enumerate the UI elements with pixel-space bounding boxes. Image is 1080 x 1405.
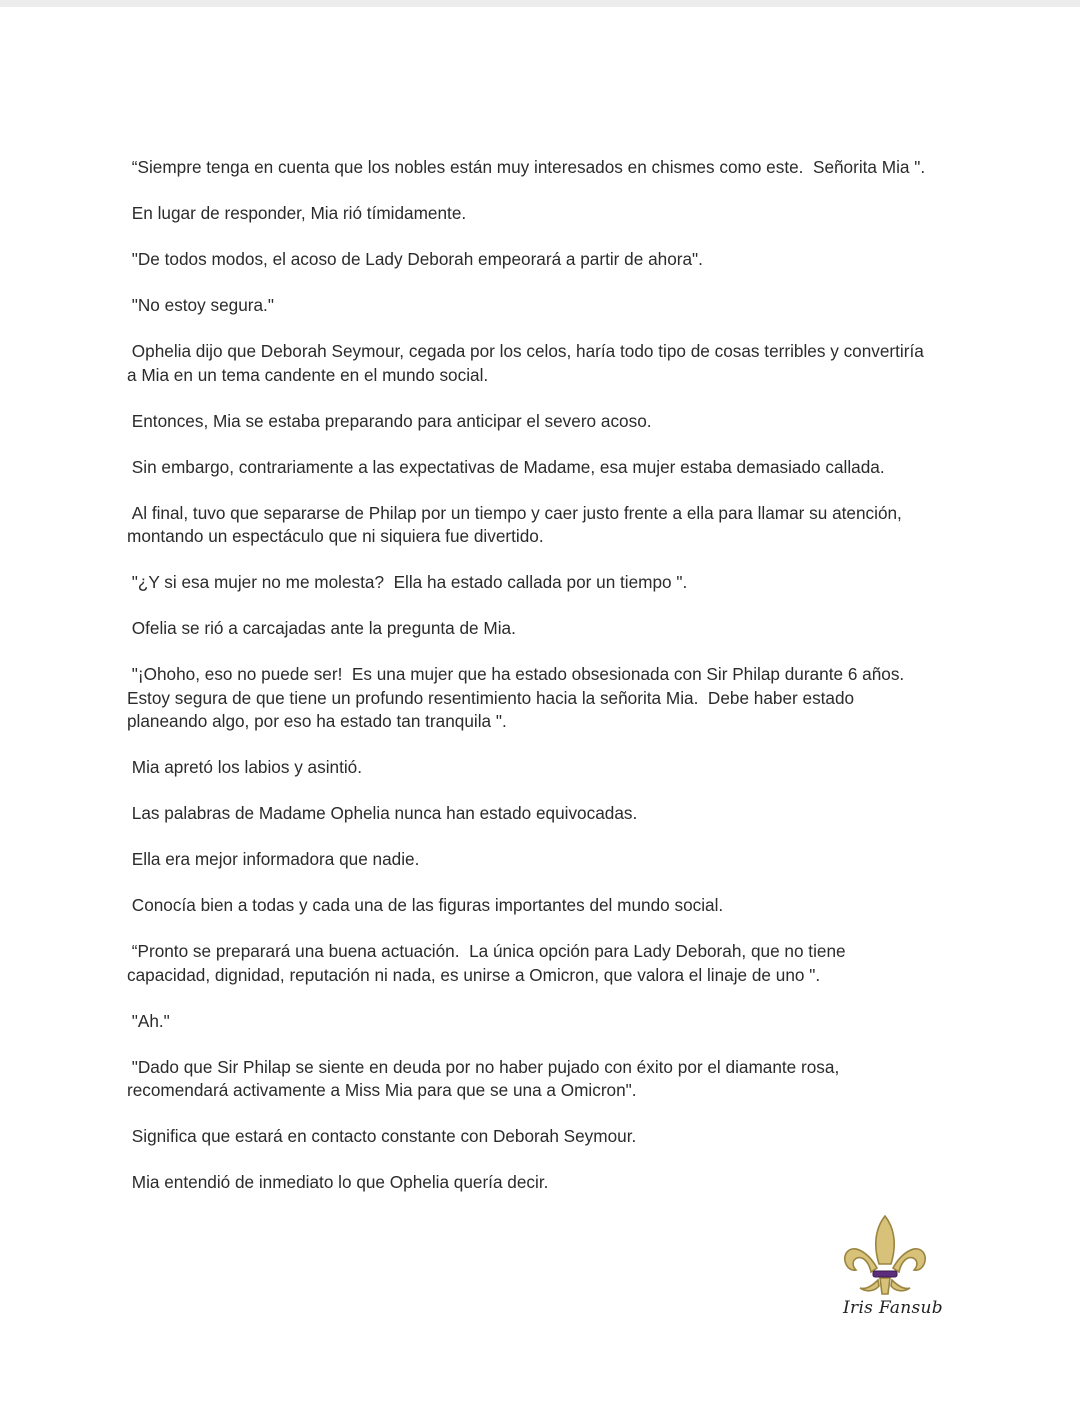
paragraph: “Siempre tenga en cuenta que los nobles están muy interesados en chismes como este. Señorita Mia ". [127,157,926,177]
paragraph: "Ah." [127,1010,170,1031]
paragraph: Significa que estará en contacto constante con Deborah Seymour. [127,1126,637,1146]
paragraph: Las palabras de Madame Ophelia nunca han estado equivocadas. [127,803,638,823]
paragraph: Ella era mejor informadora que nadie. [127,849,420,869]
paragraph: "Dado que Sir Philap se siente en deuda por no haber pujado con éxito por el diamante rosa, recomendará activamente a Miss Mia para que se una a Omicron". [127,1056,840,1100]
iris-fansub-logo [838,1214,948,1324]
paragraph: Conocía bien a todas y cada una de las figuras importantes del mundo social. [127,895,724,915]
paragraph: Ofelia se rió a carcajadas ante la pregunta de Mia. [127,618,516,638]
paragraph: Mia entendió de inmediato lo que Ophelia quería decir. [127,1172,549,1192]
top-scroll-bar [0,0,1080,7]
paragraph: Al final, tuvo que separarse de Philap por un tiempo y caer justo frente a ella para llamar su atención, montando un espectáculo que ni siquiera fue divertido. [127,502,902,546]
paragraph: Mia apretó los labios y asintió. [127,757,363,777]
paragraph: "¡Ohoho, eso no puede ser! Es una mujer que ha estado obsesionada con Sir Philap durante 6 años. Estoy segura de que tiene un profundo resentimiento hacia la señorita Mia. Debe haber estado planeando algo, por eso ha estado tan tranquila ". [127,664,905,731]
paragraph: "¿Y si esa mujer no me molesta? Ella ha estado callada por un tiempo ". [127,572,688,592]
paragraph: Ophelia dijo que Deborah Seymour, cegada por los celos, haría todo tipo de cosas terribles y convertiría a Mia en un tema candente en el mundo social. [127,341,924,385]
paragraph: En lugar de responder, Mia rió tímidamente. [127,203,467,223]
logo-text: Iris Fansub [843,1298,943,1318]
fleur-de-lis-icon [838,1214,948,1300]
paragraph: "De todos modos, el acoso de Lady Deborah empeorará a partir de ahora". [127,249,703,269]
paragraph: Sin embargo, contrariamente a las expectativas de Madame, esa mujer estaba demasiado callada. [127,456,885,477]
document-body [127,156,952,1217]
paragraph: “Pronto se preparará una buena actuación. La única opción para Lady Deborah, que no tiene capacidad, dignidad, reputación ni nada, es unirse a Omicron, que valora el linaje de uno ". [127,941,846,985]
paragraph: "No estoy segura." [127,295,274,315]
paragraph: Entonces, Mia se estaba preparando para anticipar el severo acoso. [127,410,652,431]
